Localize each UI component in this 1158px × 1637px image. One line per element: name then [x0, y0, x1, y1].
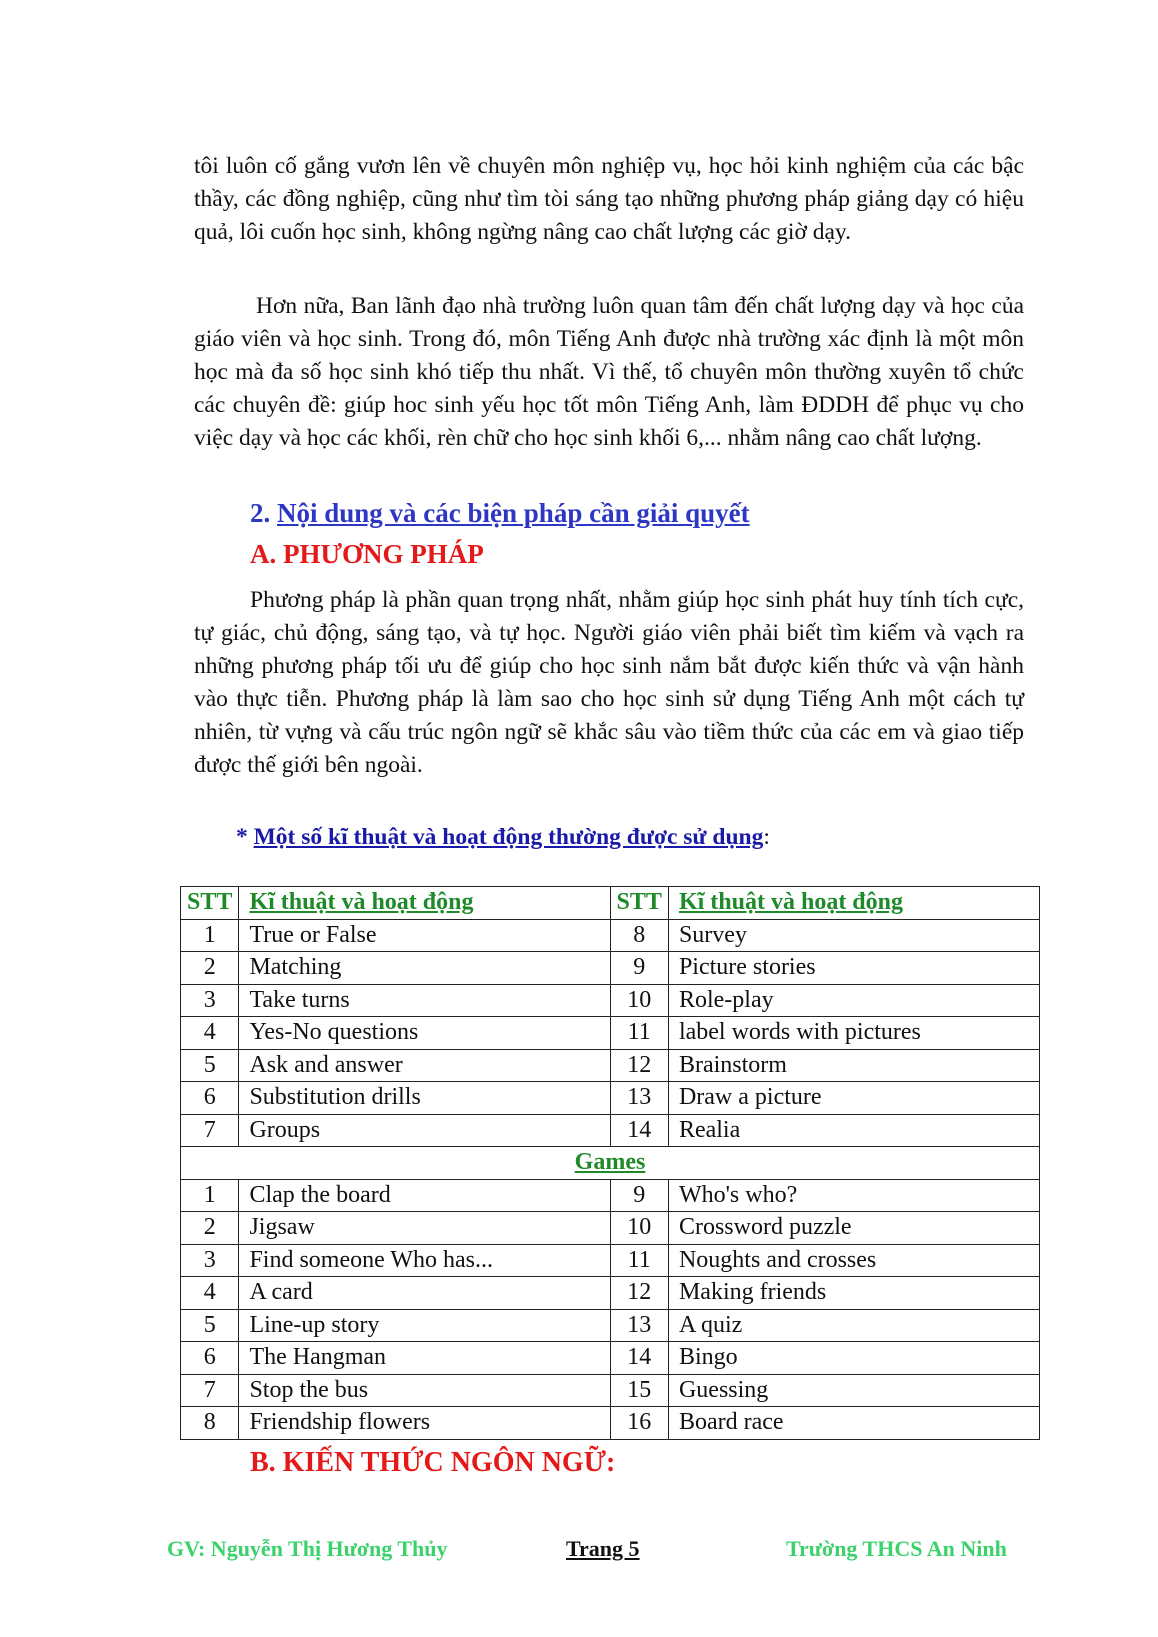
row-technique: Take turns — [239, 984, 610, 1017]
row-technique: Survey — [668, 919, 1039, 952]
row-number: 13 — [610, 1309, 668, 1342]
techniques-table — [180, 886, 1040, 1440]
row-number: 10 — [610, 1212, 668, 1245]
row-technique: True or False — [239, 919, 610, 952]
row-number: 8 — [610, 919, 668, 952]
row-number: 2 — [181, 952, 239, 985]
row-technique: Ask and answer — [239, 1049, 610, 1082]
table-row — [181, 1277, 1040, 1310]
section-2-number: 2. — [250, 498, 271, 528]
row-number: 7 — [181, 1374, 239, 1407]
paragraph-method: Phương pháp là phần quan trọng nhất, nhằm giúp học sinh phát huy tính tích cực, tự giác, chủ động, sáng tạo, và tự học. Người giáo viên phải biết tìm kiếm và vạch ra những phương pháp tối ưu để giúp cho học sinh nắm bắt được kiến thức và vận hành vào thực tiễn. Phương pháp là làm sao cho học sinh sử dụng Tiếng Anh một cách tự nhiên, từ vựng và cấu trúc ngôn ngữ sẽ khắc sâu vào tiềm thức của các em và giao tiếp được thế giới bên ngoài. — [194, 587, 1024, 778]
row-technique: label words with pictures — [668, 1017, 1039, 1050]
row-technique: Matching — [239, 952, 610, 985]
paragraph-leadership: Hơn nữa, Ban lãnh đạo nhà trường luôn quan tâm đến chất lượng dạy và học của giáo viên và học sinh. Trong đó, môn Tiếng Anh được nhà trường xác định là một môn học mà đa số học sinh khó tiếp thu nhất. Vì thế, tổ chuyên môn thường xuyên tổ chức các chuyên đề: giúp hoc sinh yếu học tốt môn Tiếng Anh, làm ĐDDH để phục vụ cho việc dạy và học các khối, rèn chữ cho học sinh khối 6,... nhằm nâng cao chất lượng. — [194, 293, 1024, 451]
row-technique: Who's who? — [668, 1179, 1039, 1212]
table-row — [181, 1309, 1040, 1342]
row-technique: Friendship flowers — [239, 1407, 610, 1440]
row-technique: Bingo — [668, 1342, 1039, 1375]
row-number: 14 — [610, 1114, 668, 1147]
row-technique: Making friends — [668, 1277, 1039, 1310]
table-row — [181, 1049, 1040, 1082]
row-number: 9 — [610, 952, 668, 985]
table-row — [181, 1407, 1040, 1440]
row-number: 13 — [610, 1082, 668, 1115]
row-technique: Draw a picture — [668, 1082, 1039, 1115]
row-technique: Yes-No questions — [239, 1017, 610, 1050]
techniques-bullet: * — [236, 824, 254, 850]
row-number: 1 — [181, 919, 239, 952]
section-b-heading: B. KIẾN THỨC NGÔN NGỮ: — [250, 1447, 616, 1478]
row-technique: Substitution drills — [239, 1082, 610, 1115]
row-technique: Picture stories — [668, 952, 1039, 985]
row-technique: Stop the bus — [239, 1374, 610, 1407]
row-number: 9 — [610, 1179, 668, 1212]
section-2-title: Nội dung và các biện pháp cần giải quyết — [277, 498, 750, 528]
section-2-heading — [250, 496, 750, 530]
row-technique: Jigsaw — [239, 1212, 610, 1245]
row-technique: Realia — [668, 1114, 1039, 1147]
row-number: 7 — [181, 1114, 239, 1147]
table-row — [181, 1374, 1040, 1407]
row-number: 4 — [181, 1277, 239, 1310]
row-number: 6 — [181, 1342, 239, 1375]
row-technique: Crossword puzzle — [668, 1212, 1039, 1245]
paragraph-intro: tôi luôn cố gắng vươn lên về chuyên môn nghiệp vụ, học hỏi kinh nghiệm của các bậc thầy, các đồng nghiệp, cũng như tìm tòi sáng tạo những phương pháp giảng dạy có hiệu quả, lôi cuốn học sinh, không ngừng nâng cao chất lượng các giờ dạy. — [194, 153, 1024, 245]
row-number: 12 — [610, 1277, 668, 1310]
table-row — [181, 919, 1040, 952]
row-number: 16 — [610, 1407, 668, 1440]
games-row — [181, 1147, 1040, 1180]
table-row — [181, 1114, 1040, 1147]
row-technique: The Hangman — [239, 1342, 610, 1375]
table-row — [181, 1179, 1040, 1212]
header-technique-2: Kĩ thuật và hoạt động — [678, 889, 904, 916]
row-technique: Brainstorm — [668, 1049, 1039, 1082]
row-number: 15 — [610, 1374, 668, 1407]
footer-teacher: GV: Nguyễn Thị Hương Thủy — [167, 1536, 448, 1561]
header-stt: STT — [181, 887, 239, 920]
row-number: 5 — [181, 1309, 239, 1342]
row-number: 6 — [181, 1082, 239, 1115]
row-number: 14 — [610, 1342, 668, 1375]
row-technique: Board race — [668, 1407, 1039, 1440]
table-row — [181, 952, 1040, 985]
row-number: 8 — [181, 1407, 239, 1440]
row-technique: Line-up story — [239, 1309, 610, 1342]
row-number: 3 — [181, 1244, 239, 1277]
row-technique: A quiz — [668, 1309, 1039, 1342]
row-number: 11 — [610, 1017, 668, 1050]
row-number: 12 — [610, 1049, 668, 1082]
section-a-heading: A. PHƯƠNG PHÁP — [250, 539, 484, 569]
row-number: 4 — [181, 1017, 239, 1050]
row-number: 1 — [181, 1179, 239, 1212]
games-label: Games — [181, 1147, 1040, 1180]
row-technique: A card — [239, 1277, 610, 1310]
row-number: 3 — [181, 984, 239, 1017]
techniques-heading-text: Một số kĩ thuật và hoạt động thường được sử dụng — [253, 824, 764, 850]
row-number: 11 — [610, 1244, 668, 1277]
row-technique: Groups — [239, 1114, 610, 1147]
table-row — [181, 1082, 1040, 1115]
row-technique: Clap the board — [239, 1179, 610, 1212]
header-stt-2: STT — [610, 887, 668, 920]
footer-page-number: Trang 5 — [566, 1536, 640, 1561]
techniques-colon: : — [763, 824, 770, 850]
row-technique: Find someone Who has... — [239, 1244, 610, 1277]
row-technique: Noughts and crosses — [668, 1244, 1039, 1277]
row-technique: Role-play — [668, 984, 1039, 1017]
table-header-row — [181, 887, 1040, 920]
row-number: 5 — [181, 1049, 239, 1082]
table-row — [181, 1017, 1040, 1050]
row-number: 2 — [181, 1212, 239, 1245]
table-row — [181, 984, 1040, 1017]
table-row — [181, 1244, 1040, 1277]
techniques-heading — [236, 821, 770, 853]
table-row — [181, 1212, 1040, 1245]
footer-school: Trường THCS An Ninh — [786, 1536, 1007, 1561]
row-number: 10 — [610, 984, 668, 1017]
header-technique: Kĩ thuật và hoạt động — [249, 889, 474, 916]
row-technique: Guessing — [668, 1374, 1039, 1407]
table-row — [181, 1342, 1040, 1375]
